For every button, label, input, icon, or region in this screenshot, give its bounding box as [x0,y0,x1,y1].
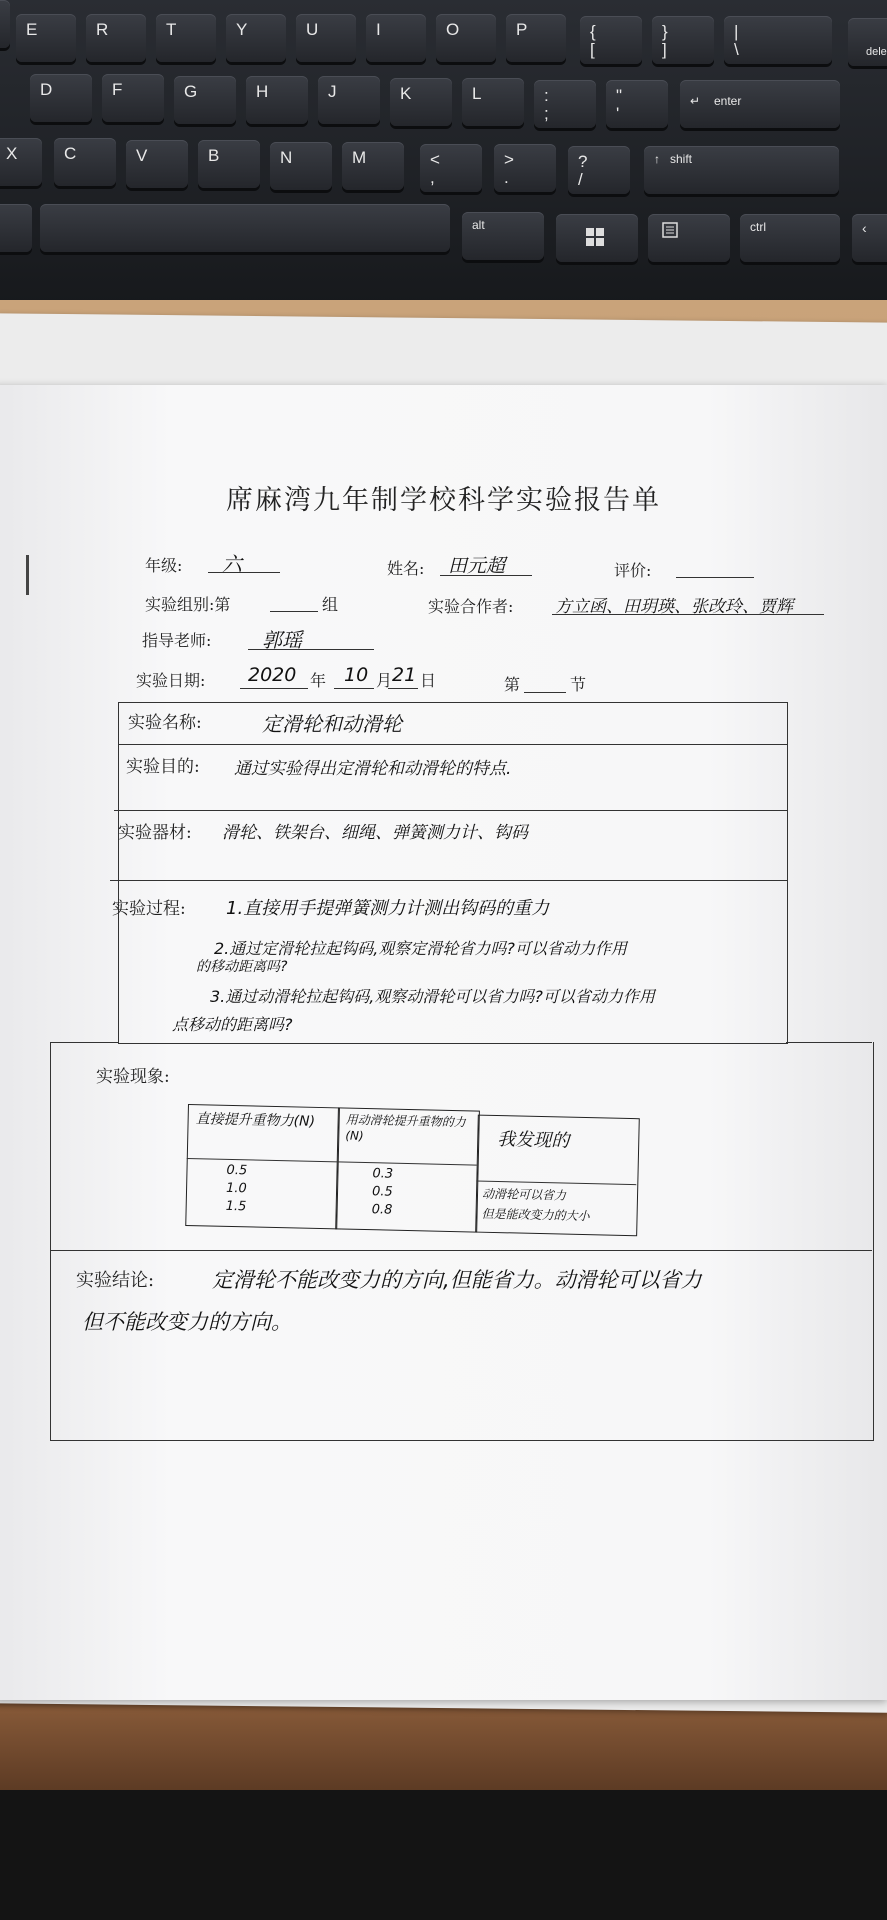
key-l[interactable] [462,78,524,126]
group-underline [270,611,318,612]
key-label: Y [236,20,248,39]
key-bracket-close[interactable] [652,16,714,64]
date-year-underline [240,688,308,689]
key-label: , [430,168,435,187]
key-label: F [112,80,123,99]
conclusion-line-2: 但不能改变力的方向。 [82,1310,292,1334]
key-label: shift [670,152,693,166]
key-d[interactable] [30,74,92,122]
key-delete[interactable] [848,18,887,66]
process-step-3b: 点移动的距离吗? [172,1015,293,1034]
table-cell: 0.3 [372,1166,394,1182]
key-slash[interactable] [568,146,630,194]
key-partial-left[interactable] [0,204,32,252]
key-x[interactable] [0,138,42,186]
process-step-3a: 3.通过动滑轮拉起钩码,观察动滑轮可以省力吗?可以省动力作用 [210,987,655,1006]
table-cell: 0.5 [226,1162,248,1179]
table-header-2: 用动滑轮提升重物的力(N) [345,1112,466,1143]
key-label: dele [866,46,887,58]
partner-value: 方立函、田玥瑛、张改玲、贾辉 [555,597,793,617]
key-label: [ [590,40,595,59]
table-cell: 0.5 [371,1184,393,1200]
section-prefix: 第 [504,675,521,694]
result-table [185,1104,643,1234]
section-underline [524,692,566,693]
key-o[interactable] [436,14,496,62]
group-suffix: 组 [322,595,339,614]
key-i[interactable] [366,14,426,62]
form-box-lower [50,1042,874,1441]
date-day-label: 日 [420,671,437,690]
key-label: ' [616,104,620,123]
divider-conclusion [50,1250,872,1251]
key-label: alt [472,218,485,232]
key-label: R [96,20,109,39]
key-m[interactable] [342,142,404,190]
divider-equipment [110,880,788,881]
date-month-underline [334,688,374,689]
desk-edge [0,1700,887,1790]
key-shift[interactable] [644,146,839,194]
windows-icon [586,228,604,246]
key-ctrl[interactable] [740,214,840,262]
partner-underline [552,614,824,615]
key-label: ? [578,152,588,171]
key-r[interactable] [86,14,146,62]
key-p[interactable] [506,14,566,62]
date-year-label: 年 [310,671,327,690]
key-label: O [446,20,460,39]
key-label: ctrl [750,220,766,234]
group-label: 实验组别:第 [145,595,231,614]
key-c[interactable] [54,138,116,186]
key-t[interactable] [156,14,216,62]
conclusion-label: 实验结论: [76,1270,155,1291]
key-label: enter [714,94,742,108]
floor [0,1790,887,1920]
shift-icon: ↑ [654,152,660,166]
date-year: 2020 [248,664,297,686]
key-v[interactable] [126,140,188,188]
section-suffix: 节 [570,675,587,694]
key-e[interactable] [16,14,76,62]
key-label: ] [662,40,667,59]
table-cell: 1.5 [225,1198,247,1215]
key-menu[interactable] [648,214,730,262]
key-space[interactable] [40,204,450,252]
teacher-underline [248,649,374,650]
key-label: J [328,82,337,101]
key-label: < [430,150,440,169]
key-label: I [376,20,381,39]
table-header-1: 直接提升重物力(N) [195,1111,316,1130]
arrow-left-icon: ‹ [862,220,867,236]
equipment-value: 滑轮、铁架台、细绳、弹簧测力计、钩码 [222,823,528,843]
phenomenon-label: 实验现象: [96,1067,170,1087]
rating-label: 评价: [614,561,652,580]
key-label: X [6,144,18,163]
key-bracket-open[interactable] [580,16,642,64]
key-f[interactable] [102,74,164,122]
key-label: ; [544,104,549,123]
name-value: 田元超 [448,555,506,577]
form-step-right [786,1042,872,1043]
key-label: N [280,148,293,167]
rating-underline [676,577,754,578]
key-backslash[interactable] [724,16,832,64]
key-label: | [734,22,739,41]
table-note-2: 但是能改变力的大小 [481,1206,590,1224]
keyboard [0,0,887,335]
equipment-label: 实验器材: [118,823,192,843]
key-g[interactable] [174,76,236,124]
date-label: 实验日期: [136,671,206,690]
grade-underline [208,572,280,573]
margin-mark [26,555,29,595]
teacher-label: 指导老师: [142,631,212,650]
date-day: 21 [392,664,417,686]
key-label: E [26,20,38,39]
key-arrow-left[interactable] [852,214,887,262]
divider-name [118,744,788,745]
key-partial[interactable] [0,0,10,48]
key-label: G [184,82,198,101]
exp-name-value: 定滑轮和动滑轮 [262,712,402,736]
process-label: 实验过程: [112,899,186,919]
table-note-1: 动滑轮可以省力 [481,1186,567,1203]
key-enter[interactable] [680,80,840,128]
key-label: C [64,144,77,163]
key-label: H [256,82,269,101]
form-step-left [50,1042,118,1043]
enter-icon: ↵ [690,94,701,108]
key-label: : [544,86,549,105]
key-n[interactable] [270,142,332,190]
menu-icon [662,222,678,238]
key-b[interactable] [198,140,260,188]
key-y[interactable] [226,14,286,62]
key-windows[interactable] [556,214,638,262]
purpose-value: 通过实验得出定滑轮和动滑轮的特点. [234,759,512,779]
key-k[interactable] [390,78,452,126]
key-period[interactable] [494,144,556,192]
key-label: { [590,22,596,41]
key-label: L [472,84,482,103]
key-label: B [208,146,220,165]
purpose-label: 实验目的: [126,757,200,777]
name-label: 姓名: [387,559,425,578]
key-comma[interactable] [420,144,482,192]
key-u[interactable] [296,14,356,62]
key-label: \ [734,40,739,59]
key-label: M [352,148,367,167]
table-header-3: 我发现的 [497,1129,570,1152]
key-j[interactable] [318,76,380,124]
key-label: } [662,22,668,41]
key-label: T [166,20,177,39]
key-semicolon[interactable] [534,80,596,128]
key-label: . [504,168,509,187]
grade-label: 年级: [145,556,183,575]
date-month: 10 [344,664,369,686]
key-label: U [306,20,319,39]
key-label: " [616,86,623,105]
key-label: K [400,84,412,103]
exp-name-label: 实验名称: [128,713,202,733]
date-day-underline [388,688,418,689]
process-step-2a: 2.通过定滑轮拉起钩码,观察定滑轮省力吗?可以省动力作用 [214,939,627,958]
key-label: P [516,20,528,39]
table-cell: 0.8 [371,1202,393,1218]
divider-purpose [114,810,788,811]
name-underline [440,575,532,576]
grade-value: 六 [222,552,242,576]
teacher-value: 郭瑶 [262,628,302,652]
report-title: 席麻湾九年制学校科学实验报告单 [226,485,661,516]
key-alt[interactable] [462,212,544,260]
conclusion-line-1: 定滑轮不能改变力的方向,但能省力。动滑轮可以省力 [212,1268,702,1292]
key-label: D [40,80,53,99]
key-quote[interactable] [606,80,668,128]
process-step-1: 1.直接用手提弹簧测力计测出钩码的重力 [226,898,550,919]
key-label: > [504,150,514,169]
table-cell: 1.0 [225,1180,247,1197]
partner-label: 实验合作者: [428,597,514,616]
process-step-2b: 的移动距离吗? [196,959,288,975]
date-month-label: 月 [376,671,393,690]
key-label: / [578,170,583,189]
key-label: V [136,146,148,165]
key-h[interactable] [246,76,308,124]
